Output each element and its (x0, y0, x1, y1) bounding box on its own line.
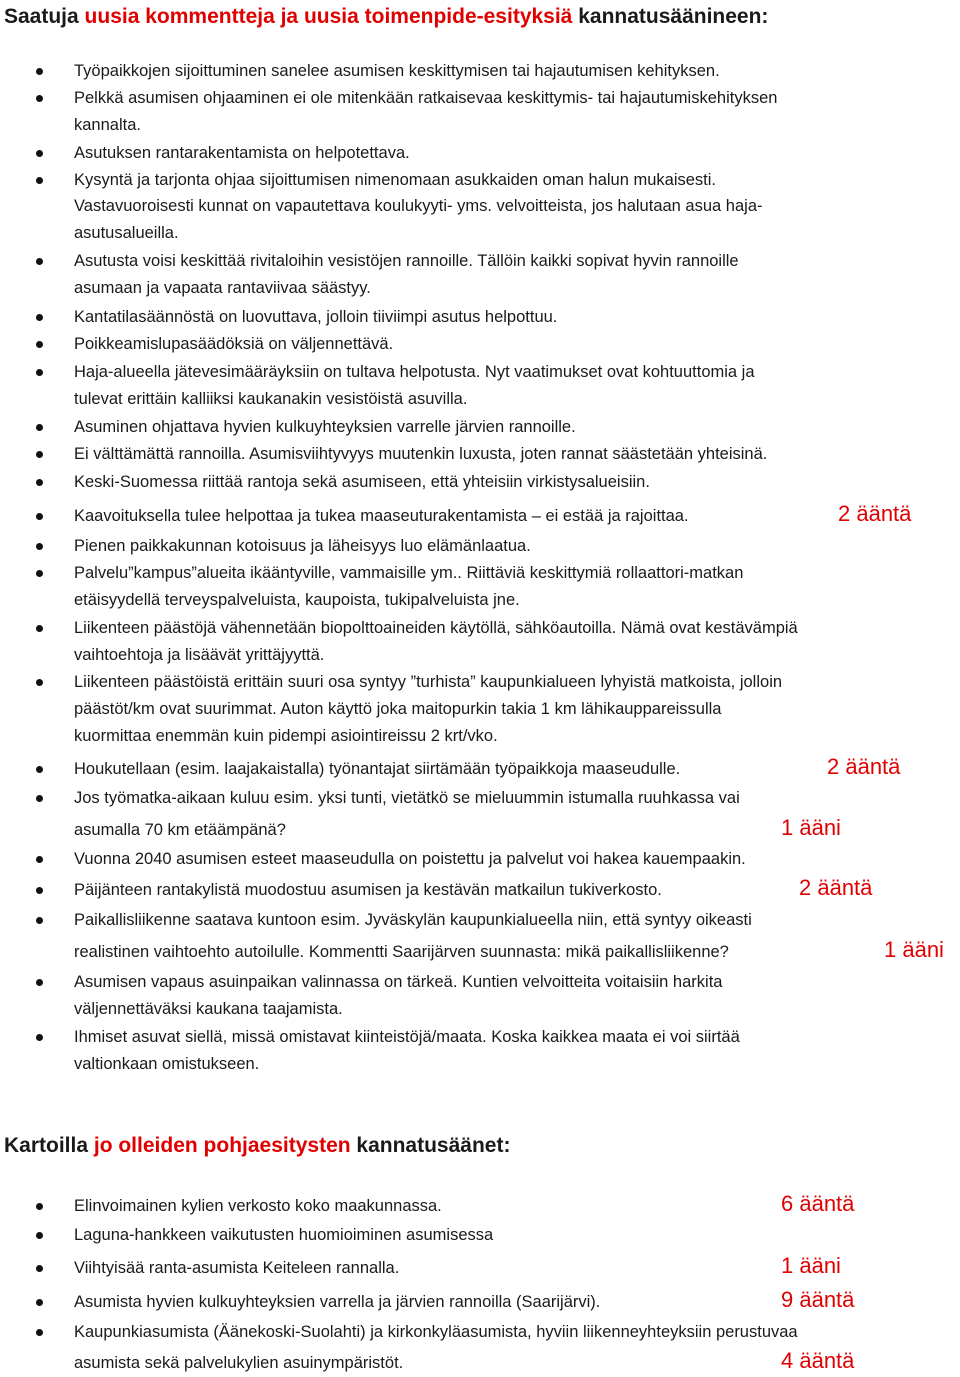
vote-count: 2 ääntä (827, 754, 901, 779)
list-item-text: Pienen paikkakunnan kotoisuus ja läheisyys luo elämänlaatua. (74, 537, 531, 555)
bullet-icon (36, 679, 43, 686)
list-item-text: asumista sekä palvelukylien asuinympäristöt. (74, 1354, 404, 1372)
list-item-text: Asutusta voisi keskittää rivitaloihin vesistöjen rannoille. Tällöin kaikki sopivat hyvin rannoille (74, 252, 739, 270)
list-item-text: Pelkkä asumisen ohjaaminen ei ole mitenkään ratkaisevaa keskittymis- tai hajautumiskehityksen (74, 89, 778, 107)
bullet-icon (36, 479, 43, 486)
bullet-icon (36, 1203, 43, 1210)
list-item-text: Haja-alueella jätevesimääräyksiin on tultava helpotusta. Nyt vaatimukset ovat kohtuuttomia ja (74, 363, 755, 381)
bullet-icon (36, 543, 43, 550)
bullet-icon (36, 979, 43, 986)
bullet-icon (36, 451, 43, 458)
vote-count: 1 ääni (884, 937, 944, 962)
vote-count: 1 ääni (781, 1253, 841, 1278)
vote-count: 1 ääni (781, 815, 841, 840)
list-item-text: Asumisen vapaus asuinpaikan valinnassa on tärkeä. Kuntien velvoitteita voitaisiin harkita (74, 973, 723, 991)
bullet-icon (36, 513, 43, 520)
list-item-text: etäisyydellä terveyspalveluista, kaupoista, tukipalveluista jne. (74, 591, 520, 609)
list-item-text: Keski-Suomessa riittää rantoja sekä asumiseen, että yhteisiin virkistysalueisiin. (74, 473, 650, 491)
bullet-icon (36, 1034, 43, 1041)
list-item-text: Kaavoituksella tulee helpottaa ja tukea maaseuturakentamista – ei estää ja rajoittaa. (74, 507, 689, 525)
bullet-icon (36, 917, 43, 924)
section-2-heading (4, 1133, 510, 1159)
list-item-text: Asutuksen rantarakentamista on helpotettava. (74, 144, 410, 162)
section-1-heading-part-1: Saatuja (4, 5, 85, 28)
list-item-text: kannalta. (74, 116, 141, 134)
vote-count: 9 ääntä (781, 1287, 855, 1312)
bullet-icon (36, 150, 43, 157)
list-item-text: Päijänteen rantakylistä muodostuu asumisen ja kestävän matkailun tukiverkosto. (74, 881, 662, 899)
list-item-text: vaihtoehtoja ja lisäävät yrittäjyyttä. (74, 646, 325, 664)
list-item-text: väljennettäväksi kaukana taajamista. (74, 1000, 343, 1018)
bullet-icon (36, 1265, 43, 1272)
list-item-text: Palvelu”kampus”alueita ikääntyville, vammaisille ym.. Riittäviä keskittymiä rollaattori-matkan (74, 564, 744, 582)
list-item-text: asutusalueilla. (74, 224, 179, 242)
bullet-icon (36, 766, 43, 773)
bullet-icon (36, 314, 43, 321)
section-2-heading-part-1: Kartoilla (4, 1134, 94, 1157)
bullet-icon (36, 1299, 43, 1306)
list-item-text: Työpaikkojen sijoittuminen sanelee asumisen keskittymisen tai hajautumisen kehityksen. (74, 62, 720, 80)
bullet-icon (36, 856, 43, 863)
list-item-text: päästöt/km ovat suurimmat. Auton käyttö joka maitopurkin takia 1 km lähikauppareissulla (74, 700, 722, 718)
list-item-text: Paikallisliikenne saatava kuntoon esim. Jyväskylän kaupunkialueella niin, että syntyy oikeasti (74, 911, 752, 929)
list-item-text: Liikenteen päästöjä vähennetään biopolttoaineiden käytöllä, sähköautoilla. Nämä ovat kestävämpiä (74, 619, 798, 637)
bullet-icon (36, 369, 43, 376)
section-1-heading-part-3: kannatusäänineen: (572, 5, 769, 28)
list-item-text: Elinvoimainen kylien verkosto koko maakunnassa. (74, 1197, 442, 1215)
list-item-text: Vuonna 2040 asumisen esteet maaseudulla on poistettu ja palvelut voi hakea kauempaakin. (74, 850, 746, 868)
list-item-text: tulevat erittäin kalliiksi kaukanakin vesistöistä asuvilla. (74, 390, 468, 408)
vote-count: 2 ääntä (799, 875, 873, 900)
vote-count: 4 ääntä (781, 1348, 855, 1373)
list-item-text: Viihtyisää ranta-asumista Keiteleen rannalla. (74, 1259, 400, 1277)
list-item-text: Vastavuoroisesti kunnat on vapautettava koulukyyti- yms. velvoitteista, jos halutaan asua haja- (74, 197, 763, 215)
list-item-text: Kantatilasäännöstä on luovuttava, jolloin tiiviimpi asutus helpottuu. (74, 308, 558, 326)
bullet-icon (36, 1232, 43, 1239)
section-1-heading (4, 4, 768, 30)
list-item-text: Ei välttämättä rannoilla. Asumisviihtyvyys muutenkin luxusta, joten rannat säästetään yhteisinä. (74, 445, 768, 463)
bullet-icon (36, 68, 43, 75)
vote-count: 2 ääntä (838, 501, 912, 526)
bullet-icon (36, 1329, 43, 1336)
list-item-text: Liikenteen päästöistä erittäin suuri osa syntyy ”turhista” kaupunkialueen lyhyistä matkoista, jolloin (74, 673, 783, 691)
vote-count: 6 ääntä (781, 1191, 855, 1216)
bullet-icon (36, 258, 43, 265)
list-item-text: Laguna-hankkeen vaikutusten huomioiminen asumisessa (74, 1226, 494, 1244)
list-item-text: realistinen vaihtoehto autoilulle. Kommentti Saarijärven suunnasta: mikä paikallisliikenne? (74, 943, 729, 961)
bullet-icon (36, 795, 43, 802)
list-item-text: Poikkeamislupasäädöksiä on väljennettävä. (74, 335, 394, 353)
bullet-icon (36, 341, 43, 348)
list-item-text: Asumista hyvien kulkuyhteyksien varrella ja järvien rannoilla (Saarijärvi). (74, 1293, 601, 1311)
list-item-text: Ihmiset asuvat siellä, missä omistavat kiinteistöjä/maata. Koska kaikkea maata ei voi siirtää (74, 1028, 740, 1046)
list-item-text: Houkutellaan (esim. laajakaistalla) työnantajat siirtämään työpaikkoja maaseudulle. (74, 760, 681, 778)
list-item-text: Jos työmatka-aikaan kuluu esim. yksi tunti, vietätkö se mieluummin istumalla ruuhkassa vai (74, 789, 740, 807)
bullet-icon (36, 570, 43, 577)
list-item-text: Kysyntä ja tarjonta ohjaa sijoittumisen nimenomaan asukkaiden oman halun mukaisesti. (74, 171, 717, 189)
bullet-icon (36, 95, 43, 102)
bullet-icon (36, 625, 43, 632)
list-item-text: Kaupunkiasumista (Äänekoski-Suolahti) ja kirkonkyläasumista, hyviin liikenneyhteyksiin perustuvaa (74, 1323, 798, 1341)
list-item-text: asumalla 70 km etäämpänä? (74, 821, 286, 839)
list-item-text: valtionkaan omistukseen. (74, 1055, 260, 1073)
section-2-heading-part-3: kannatusäänet: (350, 1134, 511, 1157)
list-item-text: Asuminen ohjattava hyvien kulkuyhteyksien varrelle järvien rannoille. (74, 418, 576, 436)
section-1-heading-part-2: uusia kommentteja ja uusia toimenpide-esityksiä (84, 5, 573, 28)
bullet-icon (36, 887, 43, 894)
list-item-text: asumaan ja vapaata rantaviivaa säästyy. (74, 279, 371, 297)
bullet-icon (36, 424, 43, 431)
bullet-icon (36, 177, 43, 184)
section-2-heading-part-2: jo olleiden pohjaesitysten (93, 1134, 351, 1157)
list-item-text: kuormittaa enemmän kuin pidempi asiointireissu 2 krt/vko. (74, 727, 498, 745)
